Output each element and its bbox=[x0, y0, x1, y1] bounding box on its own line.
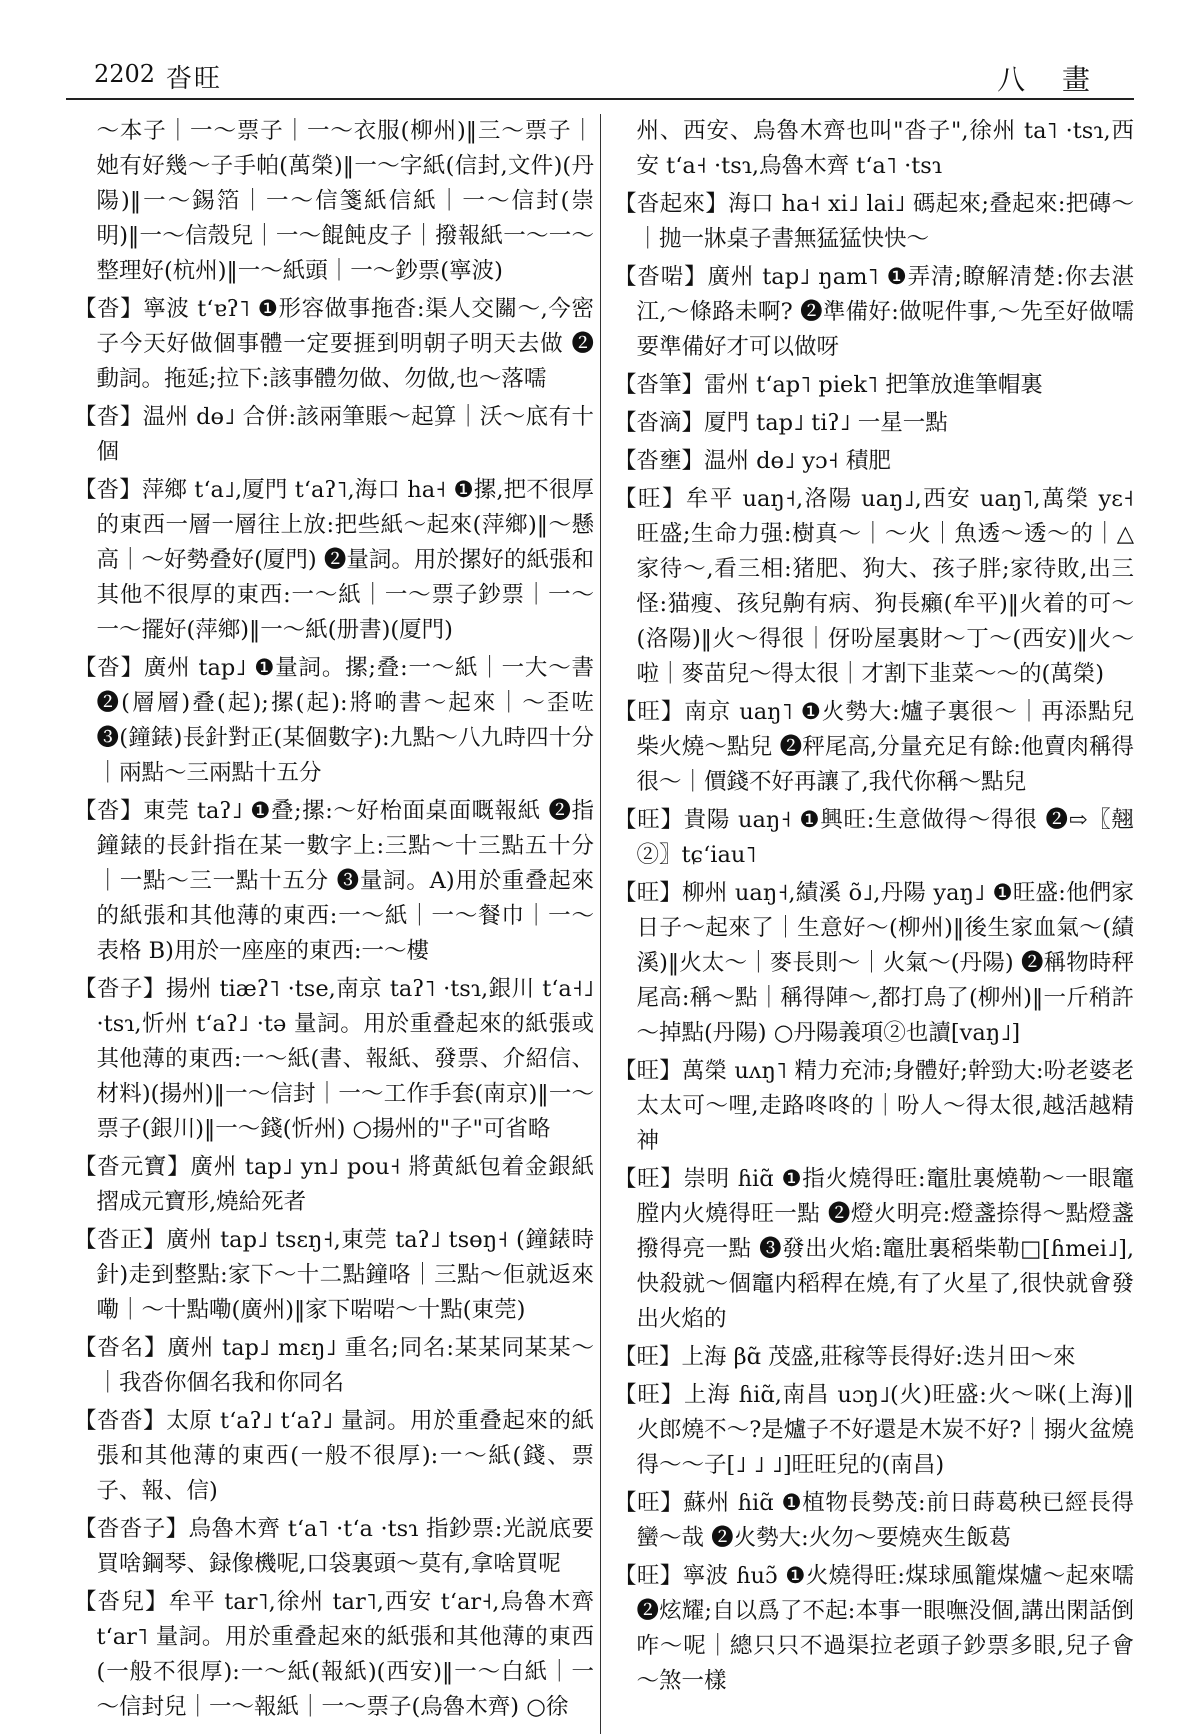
dictionary-entry: 【沓】萍鄉 tʻa˩,厦門 tʻaʔ˥,海口 ha˧ ❶摞,把不很厚的東西一層一層往上放:把些紙～起來(萍鄉)‖～懸高｜～好勢叠好(厦門) ❷量詞。用於摞好的紙張和其他不很厚的東西:一～紙｜一～票子鈔票｜一～一～擺好(萍鄉)‖一～紙(册書)(厦門) bbox=[74, 477, 594, 643]
section-label: 八 畫 bbox=[997, 63, 1104, 96]
dictionary-entry: 【沓壅】温州 dɵ˩ yɔ˧ 積肥 bbox=[614, 448, 891, 474]
dictionary-entry: 【沓】廣州 tap˩ ❶量詞。摞;叠:一～紙｜一大～書 ❷(層層)叠(起);摞(起):將啲書～起來｜～歪咗 ❸(鐘錶)長針對正(某個數字):九點～八九時四十分｜兩點～三兩點十五分 bbox=[74, 655, 594, 786]
dictionary-entry: 【旺】崇明 ɦiɑ̃ ❶指火燒得旺:竈肚裏燒勒～一眼竈膛内火燒得旺一點 ❷燈火明亮:燈盞捺得～點燈盞撥得亮一點 ❸發出火焰:竈肚裏稻柴勒□[ɦmei˩],快殺就～個竈内稻稈在燒,有了火星了,很快就會發出火焰的 bbox=[614, 1166, 1134, 1332]
dictionary-entry: 【旺】柳州 uaŋ˧,績溪 õ˩,丹陽 yaŋ˩ ❶旺盛:他們家日子～起來了｜生意好～(柳州)‖後生家血氣～(績溪)‖火太～｜麥長則～｜火氣～(丹陽) ❷稱物時秤尾高:稱～點｜稱得陣～,都打鳥了(柳州)‖一斤稍許～掉點(丹陽) ○丹陽義項②也讀[vaŋ˩] bbox=[614, 880, 1134, 1046]
dictionary-entry: 【旺】寧波 ɦuɔ̃ ❶火燒得旺:煤球風籠煤爐～起來嚅 ❷炫耀;自以爲了不起:本事一眼嘸没個,講出閑話倒咋～呢｜總只只不過渠拉老頭子鈔票多眼,兒子會～煞一樣 bbox=[614, 1563, 1134, 1694]
dictionary-entry: 【旺】牟平 uaŋ˧,洛陽 uaŋ˩,西安 uaŋ˥,萬榮 yɛ˧ 旺盛;生命力强:樹真～｜～火｜魚透～透～的｜△家待～,看三相:猪肥、狗大、孩子胖;家待敗,出三怪:猫瘦、孩兒齁有病、狗長癩(牟平)‖火着的可～(洛陽)‖火～得很｜伢吩屋裏財～丁～(西安)‖火～啦｜麥苗兒～得太很｜才割下韭菜～～的(萬榮) bbox=[614, 486, 1134, 687]
dictionary-entry: 【沓】東莞 taʔ˩ ❶叠;摞:～好枱面桌面嘅報紙 ❷指鐘錶的長針指在某一數字上:三點～十三點五十分｜一點～三一點十五分 ❸量詞。A)用於重叠起來的紙張和其他薄的東西:一～紙｜一～餐巾｜一～表格 B)用於一座座的東西:一～樓 bbox=[74, 798, 594, 964]
dictionary-entry: 【沓筆】雷州 tʻap˥ piek˥ 把筆放進筆帽裏 bbox=[614, 372, 1043, 398]
dictionary-entry: 【旺】貴陽 uaŋ˧ ❶興旺:生意做得～得很 ❷⇨〖翹②〗tɕʻiau˥ bbox=[614, 807, 1134, 868]
entry-continuation: ～本子｜一～票子｜一～衣服(柳州)‖三～票子｜她有好幾～子手帕(萬榮)‖一～字紙(信封,文件)(丹陽)‖一～錫箔｜一～信箋紙信紙｜一～信封(崇明)‖一～信殼兒｜一～餛飩皮子｜撥報紙一～一～整理好(杭州)‖一～紙頭｜一～鈔票(寧波) bbox=[96, 118, 594, 284]
dictionary-entry: 【沓】温州 dɵ˩ 合併:該兩筆賬～起算｜沃～底有十個 bbox=[74, 404, 594, 465]
running-title: 沓旺 bbox=[166, 64, 223, 94]
dictionary-entry: 【沓啱】廣州 tap˩ ŋam˥ ❶弄清;瞭解清楚:你去湛江,～條路未啊? ❷準備好:做呢件事,～先至好做嚅要準備好才可以做呀 bbox=[614, 264, 1134, 360]
dictionary-entry: 【旺】上海 βɑ̃ 茂盛,莊稼等長得好:迭爿田～來 bbox=[614, 1344, 1076, 1370]
dictionary-entry: 【沓沓】太原 tʻaʔ˩ tʻaʔ˩ 量詞。用於重叠起來的紙張和其他薄的東西(一般不很厚):一～紙(錢、票子、報、信) bbox=[74, 1408, 594, 1504]
dictionary-entry: 【旺】南京 uaŋ˥ ❶火勢大:爐子裏很～｜再添點兒柴火燒～點兒 ❷秤尾高,分量充足有餘:他賣肉稱得很～｜價錢不好再讓了,我代你稱～點兒 bbox=[614, 699, 1134, 795]
dictionary-entry: 【沓滴】厦門 tap˩ tiʔ˩ 一星一點 bbox=[614, 410, 948, 436]
dictionary-entry: 【旺】萬榮 uʌŋ˥ 精力充沛;身體好;幹勁大:吩老婆老太太可～哩,走路咚咚的｜吩人～得太很,越活越精神 bbox=[614, 1058, 1134, 1154]
dictionary-entry: 【沓名】廣州 tap˩ mɛŋ˩ 重名;同名:某某同某某～｜我沓你個名我和你同名 bbox=[74, 1335, 594, 1396]
dictionary-entry: 【沓兒】牟平 tar˥,徐州 tar˥,西安 tʻar˧,烏魯木齊 tʻar˥ 量詞。用於重叠起來的紙張和其他薄的東西(一般不很厚):一～紙(報紙)(西安)‖一～白紙｜一～信封兒｜一～報紙｜一～票子(烏魯木齊) ○徐 bbox=[74, 1589, 594, 1720]
dictionary-entry: 【沓元寶】廣州 tap˩ yn˩ pou˧ 將黄紙包着金銀紙摺成元寶形,燒給死者 bbox=[74, 1154, 594, 1215]
right-column bbox=[614, 114, 1134, 1702]
dictionary-entry: 【旺】蘇州 ɦiɑ̃ ❶植物長勢茂:前日蒔葛秧已經長得蠻～哉 ❷火勢大:火勿～要燒夾生飯葛 bbox=[614, 1490, 1134, 1551]
dictionary-entry: 【沓起來】海口 ha˧ xi˩ lai˩ 碼起來;叠起來:把磚～｜抛一牀桌子書無猛猛快快～ bbox=[614, 191, 1134, 252]
dictionary-entry: 【沓】寧波 tʻɐʔ˥ ❶形容做事拖沓:渠人交關～,今密子今天好做個事體一定要捱到明朝子明天去做 ❷動詞。拖延;拉下:該事體勿做、勿做,也～落嚅 bbox=[74, 296, 594, 392]
dictionary-entry: 【旺】上海 ɦiɑ̃,南昌 uɔŋ˩(火)旺盛:火～咪(上海)‖火郎燒不～?是爐子不好還是木炭不好?｜搦火盆燒得～～子[˩ ˩ ˩]旺旺兒的(南昌) bbox=[614, 1382, 1134, 1478]
page-header bbox=[66, 50, 1134, 100]
left-column bbox=[74, 114, 594, 1728]
dictionary-entry: 【沓子】揚州 tiæʔ˥ ·tse,南京 taʔ˥ ·tsɿ,銀川 tʻa˧˩ ·tsɿ,忻州 tʻaʔ˩ ·tə 量詞。用於重叠起來的紙張或其他薄的東西:一～紙(書、報紙、發票、介紹信、材料)(揚州)‖一～信封｜一～工作手套(南京)‖一～票子(銀川)‖一～錢(忻州) ○揚州的"子"可省略 bbox=[74, 976, 594, 1142]
entry-continuation: 州、西安、烏魯木齊也叫"沓子",徐州 ta˥ ·tsɿ,西安 tʻa˧ ·tsɿ,烏魯木齊 tʻa˥ ·tsɿ bbox=[636, 118, 1134, 179]
page-number: 2202 bbox=[94, 60, 156, 88]
column-divider bbox=[600, 114, 601, 1734]
dictionary-entry: 【沓沓子】烏魯木齊 tʻa˥ ·tʻa ·tsɿ 指鈔票:光説底要買啥鋼琴、録像機呢,口袋裏頭～莫有,拿啥買呢 bbox=[74, 1516, 594, 1577]
dictionary-entry: 【沓正】廣州 tap˩ tsɛŋ˧,東莞 taʔ˩ tsɵŋ˧ (鐘錶時針)走到整點:家下～十二點鐘咯｜三點～佢就返來嘞｜～十點嘞(廣州)‖家下啱啱～十點(東莞) bbox=[74, 1227, 594, 1323]
